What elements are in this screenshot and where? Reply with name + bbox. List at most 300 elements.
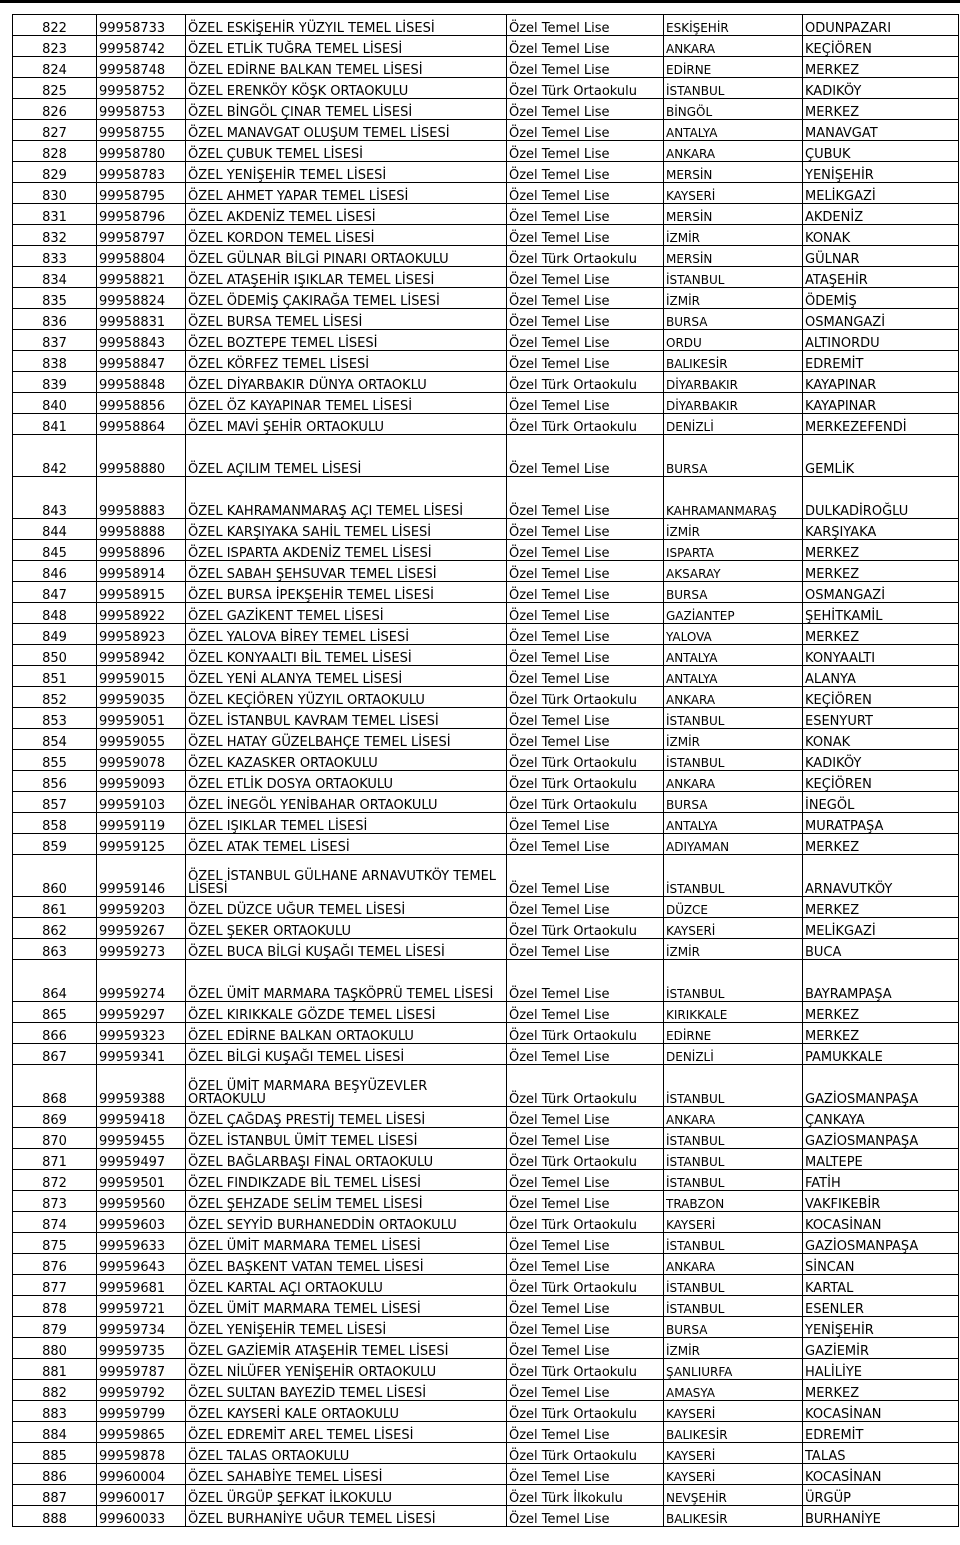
district-cell: KADIKÖY — [803, 750, 959, 771]
school-type-cell: Özel Temel Lise — [507, 582, 664, 603]
province-cell: BURSA — [664, 582, 803, 603]
school-type-cell: Özel Temel Lise — [507, 183, 664, 204]
row-number-cell: 875 — [13, 1233, 97, 1254]
table-row — [13, 855, 959, 897]
school-name-cell: ÖZEL AHMET YAPAR TEMEL LİSESİ — [186, 183, 507, 204]
institution-code-cell: 99959388 — [97, 1065, 186, 1107]
province-cell: DİYARBAKIR — [664, 393, 803, 414]
institution-code-cell: 99959051 — [97, 708, 186, 729]
school-name-cell: ÖZEL IŞIKLAR TEMEL LİSESİ — [186, 813, 507, 834]
table-row — [13, 246, 959, 267]
table-row — [13, 561, 959, 582]
school-name-cell: ÖZEL KEÇİÖREN YÜZYIL ORTAOKULU — [186, 687, 507, 708]
district-cell: MELİKGAZİ — [803, 918, 959, 939]
district-cell: PAMUKKALE — [803, 1044, 959, 1065]
institution-code-cell: 99958888 — [97, 519, 186, 540]
district-cell: ALANYA — [803, 666, 959, 687]
school-type-cell: Özel Temel Lise — [507, 1002, 664, 1023]
school-type-cell: Özel Temel Lise — [507, 834, 664, 855]
school-name-cell: ÖZEL AÇILIM TEMEL LİSESİ — [186, 435, 507, 477]
school-type-cell: Özel Temel Lise — [507, 1380, 664, 1401]
table-row — [13, 519, 959, 540]
institution-code-cell: 99958752 — [97, 78, 186, 99]
row-number-cell: 841 — [13, 414, 97, 435]
school-name-cell: ÖZEL KORDON TEMEL LİSESİ — [186, 225, 507, 246]
province-cell: ANTALYA — [664, 645, 803, 666]
institution-code-cell: 99959015 — [97, 666, 186, 687]
province-cell: İSTANBUL — [664, 1128, 803, 1149]
school-name-cell: ÖZEL ÖZ KAYAPINAR TEMEL LİSESİ — [186, 393, 507, 414]
school-type-cell: Özel Türk Ortaokulu — [507, 1023, 664, 1044]
province-cell: BURSA — [664, 792, 803, 813]
table-row — [13, 1422, 959, 1443]
row-number-cell: 862 — [13, 918, 97, 939]
institution-code-cell: 99959297 — [97, 1002, 186, 1023]
district-cell: KEÇİÖREN — [803, 771, 959, 792]
table-row — [13, 1359, 959, 1380]
row-number-cell: 847 — [13, 582, 97, 603]
school-name-cell: ÖZEL BUCA BİLGİ KUŞAĞI TEMEL LİSESİ — [186, 939, 507, 960]
province-cell: BALIKESİR — [664, 351, 803, 372]
institution-code-cell: 99958748 — [97, 57, 186, 78]
district-cell: KONAK — [803, 225, 959, 246]
institution-code-cell: 99958824 — [97, 288, 186, 309]
district-cell: ATAŞEHİR — [803, 267, 959, 288]
institution-code-cell: 99959878 — [97, 1443, 186, 1464]
district-cell: MERKEZ — [803, 1023, 959, 1044]
school-name-cell: ÖZEL ÇUBUK TEMEL LİSESİ — [186, 141, 507, 162]
district-cell: ÜRGÜP — [803, 1485, 959, 1506]
institution-code-cell: 99959273 — [97, 939, 186, 960]
district-cell: KONAK — [803, 729, 959, 750]
institution-code-cell: 99959418 — [97, 1107, 186, 1128]
institution-code-cell: 99959787 — [97, 1359, 186, 1380]
province-cell: DİYARBAKIR — [664, 372, 803, 393]
province-cell: KAYSERİ — [664, 1464, 803, 1485]
district-cell: GAZİEMİR — [803, 1338, 959, 1359]
row-number-cell: 858 — [13, 813, 97, 834]
province-cell: İSTANBUL — [664, 855, 803, 897]
province-cell: ANTALYA — [664, 813, 803, 834]
district-cell: HALİLİYE — [803, 1359, 959, 1380]
province-cell: İZMİR — [664, 519, 803, 540]
school-name-cell: ÖZEL GAZİEMİR ATAŞEHİR TEMEL LİSESİ — [186, 1338, 507, 1359]
province-cell: BURSA — [664, 1317, 803, 1338]
school-type-cell: Özel Temel Lise — [507, 1296, 664, 1317]
province-cell: ANTALYA — [664, 666, 803, 687]
district-cell: YENİŞEHİR — [803, 1317, 959, 1338]
province-cell: İSTANBUL — [664, 78, 803, 99]
district-cell: KARŞIYAKA — [803, 519, 959, 540]
row-number-cell: 836 — [13, 309, 97, 330]
school-type-cell: Özel Temel Lise — [507, 1128, 664, 1149]
school-type-cell: Özel Temel Lise — [507, 330, 664, 351]
province-cell: BURSA — [664, 309, 803, 330]
school-type-cell: Özel Temel Lise — [507, 15, 664, 36]
province-cell: MERSİN — [664, 162, 803, 183]
province-cell: NEVŞEHİR — [664, 1485, 803, 1506]
province-cell: BURSA — [664, 435, 803, 477]
school-name-cell: ÖZEL BOZTEPE TEMEL LİSESİ — [186, 330, 507, 351]
institution-code-cell: 99959455 — [97, 1128, 186, 1149]
institution-code-cell: 99960017 — [97, 1485, 186, 1506]
province-cell: ESKİŞEHİR — [664, 15, 803, 36]
table-row — [13, 750, 959, 771]
row-number-cell: 823 — [13, 36, 97, 57]
school-name-cell: ÖZEL KAHRAMANMARAŞ AÇI TEMEL LİSESİ — [186, 477, 507, 519]
school-name-cell: ÖZEL SAHABİYE TEMEL LİSESİ — [186, 1464, 507, 1485]
province-cell: İSTANBUL — [664, 1170, 803, 1191]
district-cell: TALAS — [803, 1443, 959, 1464]
school-type-cell: Özel Temel Lise — [507, 519, 664, 540]
province-cell: DENİZLİ — [664, 414, 803, 435]
institution-code-cell: 99959103 — [97, 792, 186, 813]
school-type-cell: Özel Temel Lise — [507, 162, 664, 183]
institution-code-cell: 99959119 — [97, 813, 186, 834]
district-cell: MANAVGAT — [803, 120, 959, 141]
district-cell: ÇUBUK — [803, 141, 959, 162]
school-type-cell: Özel Temel Lise — [507, 309, 664, 330]
table-row — [13, 36, 959, 57]
district-cell: ÇANKAYA — [803, 1107, 959, 1128]
row-number-cell: 861 — [13, 897, 97, 918]
row-number-cell: 846 — [13, 561, 97, 582]
district-cell: MELİKGAZİ — [803, 183, 959, 204]
district-cell: MALTEPE — [803, 1149, 959, 1170]
table-row — [13, 1128, 959, 1149]
table-row — [13, 204, 959, 225]
table-row — [13, 1380, 959, 1401]
school-type-cell: Özel Temel Lise — [507, 624, 664, 645]
district-cell: GAZİOSMANPAŞA — [803, 1233, 959, 1254]
school-name-cell: ÖZEL GAZİKENT TEMEL LİSESİ — [186, 603, 507, 624]
district-cell: MURATPAŞA — [803, 813, 959, 834]
school-type-cell: Özel Türk Ortaokulu — [507, 78, 664, 99]
school-name-cell: ÖZEL DİYARBAKIR DÜNYA ORTAOKLU — [186, 372, 507, 393]
province-cell: TRABZON — [664, 1191, 803, 1212]
table-row — [13, 1506, 959, 1527]
table-row — [13, 1191, 959, 1212]
province-cell: EDİRNE — [664, 57, 803, 78]
row-number-cell: 853 — [13, 708, 97, 729]
school-type-cell: Özel Temel Lise — [507, 288, 664, 309]
table-row — [13, 225, 959, 246]
institution-code-cell: 99958753 — [97, 99, 186, 120]
school-type-cell: Özel Temel Lise — [507, 1233, 664, 1254]
school-name-cell: ÖZEL ETLİK DOSYA ORTAOKULU — [186, 771, 507, 792]
district-cell: EDREMİT — [803, 351, 959, 372]
district-cell: MERKEZ — [803, 561, 959, 582]
table-row — [13, 1002, 959, 1023]
institution-code-cell: 99960004 — [97, 1464, 186, 1485]
row-number-cell: 844 — [13, 519, 97, 540]
school-name-cell: ÖZEL TALAS ORTAOKULU — [186, 1443, 507, 1464]
school-type-cell: Özel Türk Ortaokulu — [507, 687, 664, 708]
school-name-cell: ÖZEL ÜMİT MARMARA TEMEL LİSESİ — [186, 1296, 507, 1317]
row-number-cell: 830 — [13, 183, 97, 204]
row-number-cell: 887 — [13, 1485, 97, 1506]
row-number-cell: 840 — [13, 393, 97, 414]
school-name-cell: ÖZEL ÜRGÜP ŞEFKAT İLKOKULU — [186, 1485, 507, 1506]
province-cell: İSTANBUL — [664, 750, 803, 771]
row-number-cell: 822 — [13, 15, 97, 36]
district-cell: KEÇİÖREN — [803, 687, 959, 708]
district-cell: OSMANGAZİ — [803, 582, 959, 603]
school-type-cell: Özel Temel Lise — [507, 57, 664, 78]
institution-code-cell: 99959078 — [97, 750, 186, 771]
institution-code-cell: 99958914 — [97, 561, 186, 582]
school-name-cell: ÖZEL MAVİ ŞEHİR ORTAOKULU — [186, 414, 507, 435]
table-row — [13, 708, 959, 729]
district-cell: MERKEZ — [803, 57, 959, 78]
institution-code-cell: 99959603 — [97, 1212, 186, 1233]
row-number-cell: 878 — [13, 1296, 97, 1317]
school-name-cell: ÖZEL SULTAN BAYEZİD TEMEL LİSESİ — [186, 1380, 507, 1401]
province-cell: KAYSERİ — [664, 1443, 803, 1464]
table-row — [13, 1296, 959, 1317]
school-name-cell: ÖZEL KIRIKKALE GÖZDE TEMEL LİSESİ — [186, 1002, 507, 1023]
row-number-cell: 829 — [13, 162, 97, 183]
table-row — [13, 1149, 959, 1170]
institution-code-cell: 99958755 — [97, 120, 186, 141]
institution-code-cell: 99959035 — [97, 687, 186, 708]
row-number-cell: 842 — [13, 435, 97, 477]
school-name-cell: ÖZEL KÖRFEZ TEMEL LİSESİ — [186, 351, 507, 372]
table-row — [13, 624, 959, 645]
institution-code-cell: 99958915 — [97, 582, 186, 603]
row-number-cell: 873 — [13, 1191, 97, 1212]
province-cell: KAHRAMANMARAŞ — [664, 477, 803, 519]
district-cell: MERKEZ — [803, 1380, 959, 1401]
table-row — [13, 267, 959, 288]
table-row — [13, 120, 959, 141]
district-cell: EDREMİT — [803, 1422, 959, 1443]
district-cell: YENİŞEHİR — [803, 162, 959, 183]
school-name-cell: ÖZEL ÜMİT MARMARA BEŞYÜZEVLER ORTAOKULU — [186, 1065, 507, 1107]
institution-code-cell: 99959323 — [97, 1023, 186, 1044]
district-cell: KOCASİNAN — [803, 1401, 959, 1422]
district-cell: KADIKÖY — [803, 78, 959, 99]
province-cell: İZMİR — [664, 288, 803, 309]
school-name-cell: ÖZEL ÜMİT MARMARA TEMEL LİSESİ — [186, 1233, 507, 1254]
district-cell: ALTINORDU — [803, 330, 959, 351]
school-type-cell: Özel Temel Lise — [507, 120, 664, 141]
school-type-cell: Özel Temel Lise — [507, 855, 664, 897]
table-row — [13, 1107, 959, 1128]
row-number-cell: 869 — [13, 1107, 97, 1128]
row-number-cell: 850 — [13, 645, 97, 666]
province-cell: MERSİN — [664, 204, 803, 225]
row-number-cell: 885 — [13, 1443, 97, 1464]
province-cell: İSTANBUL — [664, 1275, 803, 1296]
row-number-cell: 870 — [13, 1128, 97, 1149]
school-name-cell: ÖZEL KAZASKER ORTAOKULU — [186, 750, 507, 771]
institution-code-cell: 99959341 — [97, 1044, 186, 1065]
row-number-cell: 871 — [13, 1149, 97, 1170]
district-cell: GAZİOSMANPAŞA — [803, 1128, 959, 1149]
row-number-cell: 855 — [13, 750, 97, 771]
school-name-cell: ÖZEL MANAVGAT OLUŞUM TEMEL LİSESİ — [186, 120, 507, 141]
institution-code-cell: 99959055 — [97, 729, 186, 750]
school-type-cell: Özel Türk Ortaokulu — [507, 1149, 664, 1170]
school-type-cell: Özel Temel Lise — [507, 939, 664, 960]
province-cell: DENİZLİ — [664, 1044, 803, 1065]
table-row — [13, 582, 959, 603]
table-row — [13, 309, 959, 330]
province-cell: İZMİR — [664, 729, 803, 750]
table-row — [13, 603, 959, 624]
school-type-cell: Özel Temel Lise — [507, 141, 664, 162]
province-cell: İSTANBUL — [664, 267, 803, 288]
school-name-cell: ÖZEL İSTANBUL ÜMİT TEMEL LİSESİ — [186, 1128, 507, 1149]
school-type-cell: Özel Temel Lise — [507, 645, 664, 666]
institution-code-cell: 99958733 — [97, 15, 186, 36]
institution-code-cell: 99958795 — [97, 183, 186, 204]
school-type-cell: Özel Temel Lise — [507, 1191, 664, 1212]
province-cell: AKSARAY — [664, 561, 803, 582]
row-number-cell: 837 — [13, 330, 97, 351]
table-row — [13, 1212, 959, 1233]
district-cell: MERKEZ — [803, 540, 959, 561]
table-row — [13, 813, 959, 834]
school-name-cell: ÖZEL EDREMİT AREL TEMEL LİSESİ — [186, 1422, 507, 1443]
institution-code-cell: 99959865 — [97, 1422, 186, 1443]
row-number-cell: 877 — [13, 1275, 97, 1296]
table-row — [13, 960, 959, 1002]
row-number-cell: 828 — [13, 141, 97, 162]
province-cell: ANKARA — [664, 141, 803, 162]
table-row — [13, 288, 959, 309]
school-type-cell: Özel Temel Lise — [507, 897, 664, 918]
table-row — [13, 687, 959, 708]
district-cell: GÜLNAR — [803, 246, 959, 267]
table-row — [13, 1401, 959, 1422]
district-cell: KOCASİNAN — [803, 1212, 959, 1233]
province-cell: KAYSERİ — [664, 1401, 803, 1422]
institution-code-cell: 99958783 — [97, 162, 186, 183]
school-type-cell: Özel Temel Lise — [507, 393, 664, 414]
table-row — [13, 1065, 959, 1107]
school-type-cell: Özel Türk Ortaokulu — [507, 1359, 664, 1380]
institution-code-cell: 99959643 — [97, 1254, 186, 1275]
school-name-cell: ÖZEL ÇAĞDAŞ PRESTİJ TEMEL LİSESİ — [186, 1107, 507, 1128]
school-name-cell: ÖZEL ERENKÖY KÖŞK ORTAOKULU — [186, 78, 507, 99]
district-cell: ÖDEMİŞ — [803, 288, 959, 309]
province-cell: ANKARA — [664, 1107, 803, 1128]
province-cell: AMASYA — [664, 1380, 803, 1401]
school-type-cell: Özel Temel Lise — [507, 477, 664, 519]
institution-code-cell: 99958796 — [97, 204, 186, 225]
school-name-cell: ÖZEL BURSA İPEKŞEHİR TEMEL LİSESİ — [186, 582, 507, 603]
row-number-cell: 849 — [13, 624, 97, 645]
row-number-cell: 863 — [13, 939, 97, 960]
school-type-cell: Özel Temel Lise — [507, 204, 664, 225]
top-rule — [0, 0, 960, 3]
province-cell: KAYSERİ — [664, 183, 803, 204]
table-row — [13, 141, 959, 162]
school-type-cell: Özel Türk Ortaokulu — [507, 771, 664, 792]
row-number-cell: 881 — [13, 1359, 97, 1380]
school-name-cell: ÖZEL ISPARTA AKDENİZ TEMEL LİSESİ — [186, 540, 507, 561]
row-number-cell: 874 — [13, 1212, 97, 1233]
district-cell: KOCASİNAN — [803, 1464, 959, 1485]
school-name-cell: ÖZEL YENİŞEHİR TEMEL LİSESİ — [186, 1317, 507, 1338]
district-cell: DULKADİROĞLU — [803, 477, 959, 519]
school-type-cell: Özel Temel Lise — [507, 1317, 664, 1338]
institution-code-cell: 99958797 — [97, 225, 186, 246]
province-cell: ANTALYA — [664, 120, 803, 141]
district-cell: ODUNPAZARI — [803, 15, 959, 36]
table-row — [13, 1275, 959, 1296]
row-number-cell: 857 — [13, 792, 97, 813]
district-cell: ŞEHİTKAMİL — [803, 603, 959, 624]
table-row — [13, 645, 959, 666]
institution-code-cell: 99958831 — [97, 309, 186, 330]
school-type-cell: Özel Temel Lise — [507, 813, 664, 834]
district-cell: GAZİOSMANPAŞA — [803, 1065, 959, 1107]
school-name-cell: ÖZEL ESKİŞEHİR YÜZYIL TEMEL LİSESİ — [186, 15, 507, 36]
district-cell: KARTAL — [803, 1275, 959, 1296]
district-cell: KAYAPINAR — [803, 372, 959, 393]
institution-code-cell: 99959560 — [97, 1191, 186, 1212]
row-number-cell: 884 — [13, 1422, 97, 1443]
school-name-cell: ÖZEL SABAH ŞEHSUVAR TEMEL LİSESİ — [186, 561, 507, 582]
district-cell: SİNCAN — [803, 1254, 959, 1275]
table-row — [13, 57, 959, 78]
school-name-cell: ÖZEL ATAŞEHİR IŞIKLAR TEMEL LİSESİ — [186, 267, 507, 288]
table-row — [13, 1170, 959, 1191]
school-type-cell: Özel Temel Lise — [507, 351, 664, 372]
province-cell: İSTANBUL — [664, 1149, 803, 1170]
school-type-cell: Özel Türk Ortaokulu — [507, 1212, 664, 1233]
province-cell: İSTANBUL — [664, 960, 803, 1002]
institution-code-cell: 99959497 — [97, 1149, 186, 1170]
institution-code-cell: 99959735 — [97, 1338, 186, 1359]
row-number-cell: 843 — [13, 477, 97, 519]
school-type-cell: Özel Temel Lise — [507, 1422, 664, 1443]
school-name-cell: ÖZEL ATAK TEMEL LİSESİ — [186, 834, 507, 855]
row-number-cell: 867 — [13, 1044, 97, 1065]
institution-code-cell: 99959681 — [97, 1275, 186, 1296]
schools-table-body — [13, 15, 959, 1527]
district-cell: FATİH — [803, 1170, 959, 1191]
row-number-cell: 854 — [13, 729, 97, 750]
school-type-cell: Özel Türk Ortaokulu — [507, 792, 664, 813]
row-number-cell: 834 — [13, 267, 97, 288]
school-type-cell: Özel Türk Ortaokulu — [507, 1401, 664, 1422]
district-cell: MERKEZ — [803, 897, 959, 918]
school-type-cell: Özel Türk Ortaokulu — [507, 372, 664, 393]
row-number-cell: 833 — [13, 246, 97, 267]
institution-code-cell: 99959734 — [97, 1317, 186, 1338]
school-type-cell: Özel Temel Lise — [507, 540, 664, 561]
province-cell: KIRIKKALE — [664, 1002, 803, 1023]
school-type-cell: Özel Temel Lise — [507, 1044, 664, 1065]
row-number-cell: 852 — [13, 687, 97, 708]
institution-code-cell: 99958922 — [97, 603, 186, 624]
row-number-cell: 845 — [13, 540, 97, 561]
school-name-cell: ÖZEL SEYYİD BURHANEDDİN ORTAOKULU — [186, 1212, 507, 1233]
school-name-cell: ÖZEL ÜMİT MARMARA TAŞKÖPRÜ TEMEL LİSESİ — [186, 960, 507, 1002]
institution-code-cell: 99959721 — [97, 1296, 186, 1317]
school-name-cell: ÖZEL EDİRNE BALKAN ORTAOKULU — [186, 1023, 507, 1044]
institution-code-cell: 99959093 — [97, 771, 186, 792]
table-row — [13, 1233, 959, 1254]
province-cell: YALOVA — [664, 624, 803, 645]
school-type-cell: Özel Temel Lise — [507, 1464, 664, 1485]
province-cell: BALIKESİR — [664, 1506, 803, 1527]
school-type-cell: Özel Temel Lise — [507, 729, 664, 750]
